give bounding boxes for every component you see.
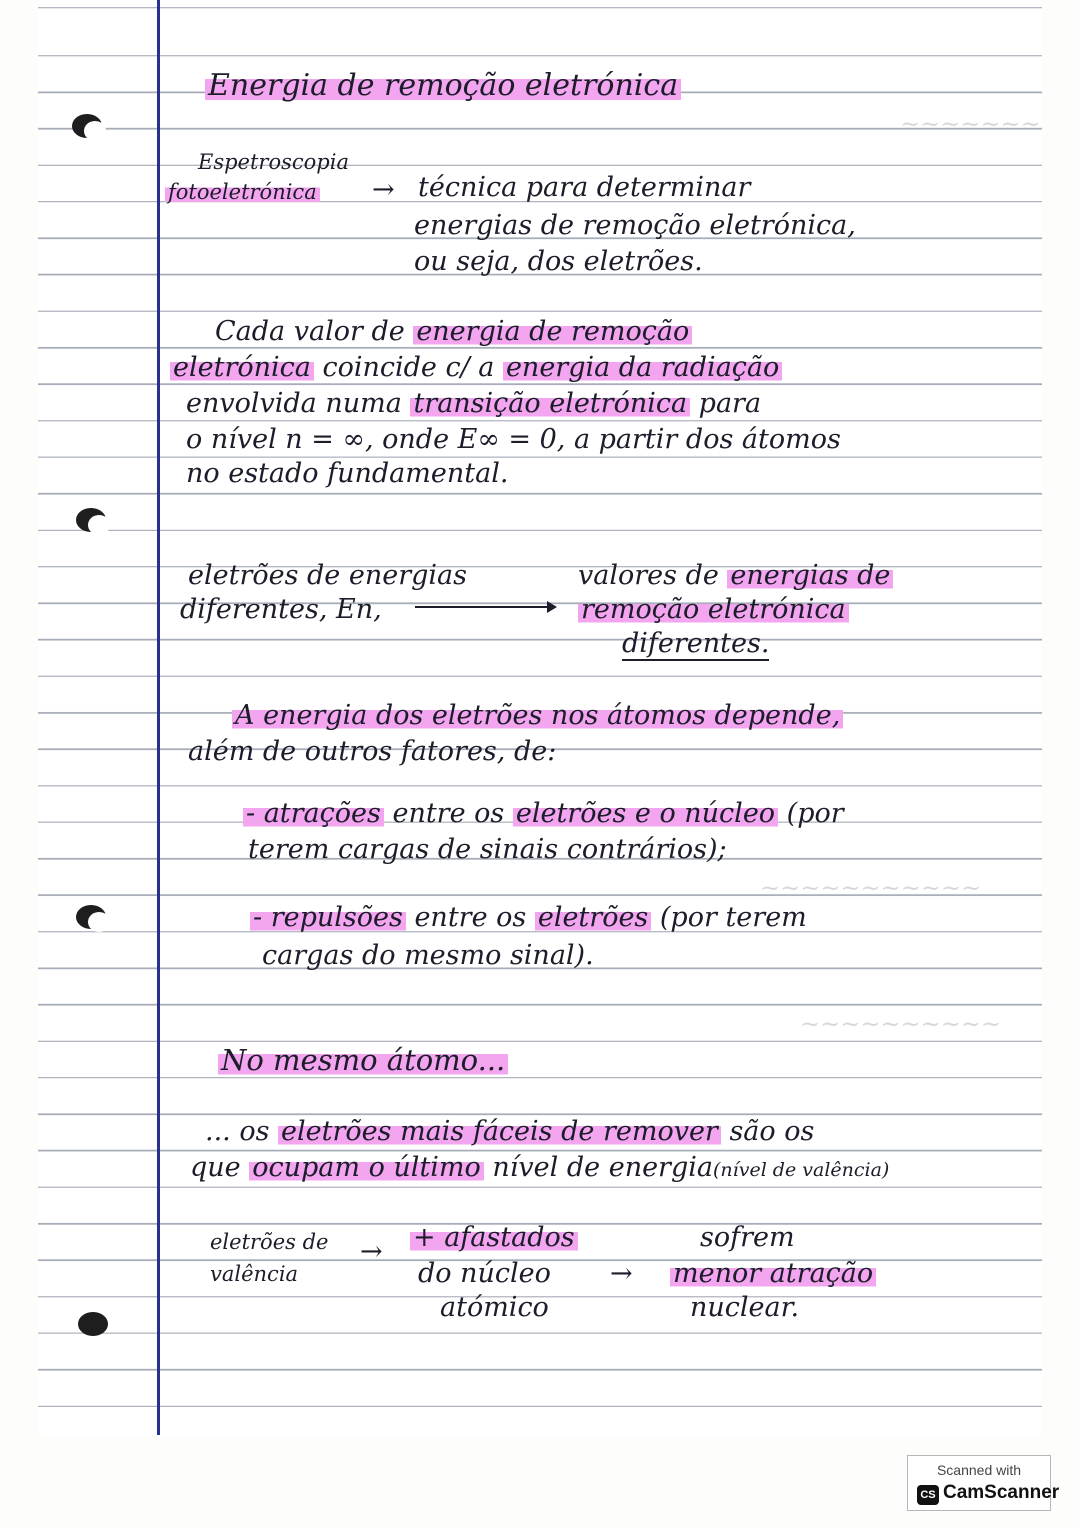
paragraph1-line2: eletrónica coincide c/ a energia da radiação [170,352,782,384]
paragraph1-line3: envolvida numa transição eletrónica para [186,388,762,419]
valence-col3-line1: sofrem [700,1222,795,1253]
valence-col3-line3: nuclear. [690,1292,800,1323]
definition-desc-line2: energias de remoção eletrónica, [414,210,856,241]
valence-col2-line1: + afastados [410,1222,578,1254]
bullet-repulsions-line1: - repulsões entre os eletrões (por terem [250,902,807,934]
punch-hole [76,905,106,929]
note-title: Energia de remoção eletrónica [205,70,681,102]
relation-right-line3: diferentes. [622,628,770,659]
section-heading: No mesmo átomo... [218,1044,508,1076]
valence-arrow: → [360,1236,383,1267]
relation-right-line2: remoção eletrónica [578,594,849,626]
valence-col1-line2: valência [210,1262,299,1286]
camscanner-watermark [907,1455,1060,1511]
relation-left-line1: eletrões de energias [188,560,467,591]
definition-arrow: → [372,174,395,205]
relation-arrow [415,606,555,608]
paragraph2-line1: A energia dos eletrões nos átomos depende, [232,700,843,732]
definition-term-line2: fotoeletrónica [165,176,320,208]
definition-term-line1: Espetroscopia [198,150,349,174]
bullet-repulsions-line2: cargas do mesmo sinal). [262,940,594,971]
relation-right-line1: valores de energias de [578,560,893,592]
definition-desc-line3: ou seja, dos eletrões. [414,246,703,277]
punch-hole [76,508,106,532]
paragraph3-line1: ... os eletrões mais fáceis de remover são os [205,1116,815,1147]
paragraph1-line5: no estado fundamental. [186,458,509,489]
bleed-through: ~~~~~~~~~~~ [760,874,982,902]
paragraph3-line2: que ocupam o último nível de energia(nível de valência) [190,1152,890,1183]
valence-col3-line2: menor atração [670,1258,876,1290]
bleed-through: ~~~~~~~ [900,110,1041,138]
valence-arrow2: → [610,1258,633,1289]
valence-col1-line1: eletrões de [210,1230,329,1254]
relation-left-line2: diferentes, En, [180,594,382,625]
margin-line [157,0,160,1435]
bleed-through: ~~~~~~~~~~ [800,1010,1002,1038]
punch-hole [78,1312,108,1336]
scanned-with-text: Scanned with [936,1462,1022,1478]
punch-hole [72,114,102,138]
paragraph1-line4: o nível n = ∞, onde E∞ = 0, a partir dos átomos [186,424,841,455]
valence-col2-line2: do núcleo [418,1258,551,1289]
bullet-attractions-line2: terem cargas de sinais contrários); [248,834,727,865]
bullet-attractions-line1: - atrações entre os eletrões e o núcleo (por [243,798,844,830]
camscanner-logo-icon: CS [917,1485,939,1505]
paragraph1-line1: Cada valor de energia de remoção [215,316,692,348]
definition-desc-line1: técnica para determinar [418,172,751,203]
camscanner-name: CamScanner [943,1482,1060,1503]
paragraph2-line2: além de outros fatores, de: [188,736,557,767]
valence-col2-line3: atómico [440,1292,549,1323]
